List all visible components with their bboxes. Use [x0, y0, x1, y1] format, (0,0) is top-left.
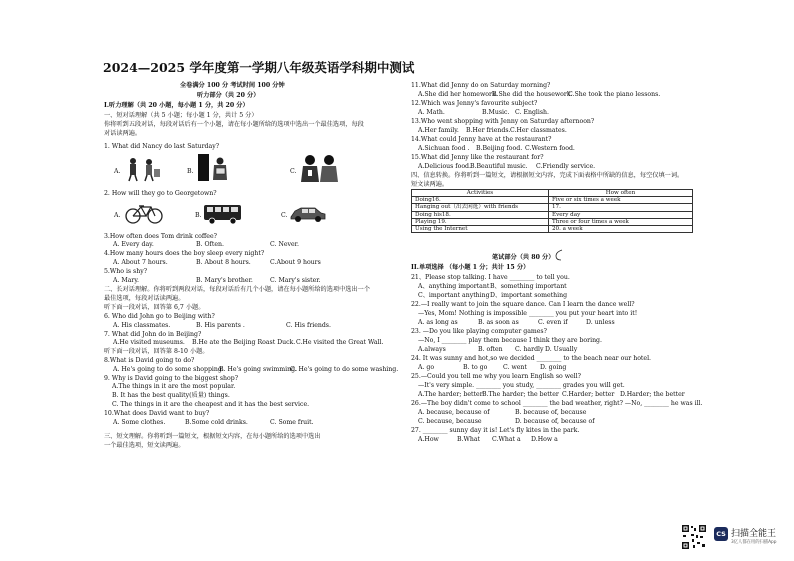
q9-option-c: C. The things in it are the cheapest and it has the best service.	[112, 401, 310, 408]
q12-option-b: B.Music.	[482, 109, 510, 116]
table-cell: 17.	[549, 204, 693, 211]
q12-option-a: A. Math.	[418, 109, 445, 116]
q4-option-b: B. About 8 hours.	[196, 259, 251, 266]
table-cell: Every day	[549, 211, 693, 218]
q21-option-b: B、something important	[490, 283, 567, 290]
q1-option-b: B.	[187, 168, 194, 175]
q10-option-b: B.Some cold drinks.	[185, 419, 248, 426]
question-3: 3.How often does Tom drink coffee?	[104, 233, 217, 240]
q27-option-c: C.What a	[492, 436, 521, 443]
q3-option-c: C. Never.	[270, 241, 299, 248]
question-22-reply: —Yes, Mom! Nothing is impossible ________ you put your heart into it!	[418, 310, 638, 317]
question-15: 15.What did Jenny like the restaurant for?	[411, 154, 544, 161]
question-1: 1. What did Nancy do last Saturday?	[104, 143, 220, 150]
table-header-activities: Activities	[412, 190, 549, 197]
section-1b-subheading: 听下面一段对话，回答第 6,7 小题。	[104, 304, 205, 311]
q6-option-b: B. His parents .	[196, 322, 245, 329]
question-26: 26.—The boy didn't come to school ________ the bad weather, right? —No, ________ he was ill.	[411, 400, 703, 407]
q23-option-d: D. Usually	[545, 346, 578, 353]
q22-option-d: D. unless	[586, 319, 615, 326]
q10-option-c: C. Some fruit.	[270, 419, 314, 426]
table-cell: Five or six times a week	[549, 197, 693, 204]
question-24: 24. It was sunny and hot,so we decided ________ to the beach near our hotel.	[411, 355, 652, 362]
q4-option-c: C.About 9 hours	[270, 259, 321, 266]
q23-option-b: B. often	[478, 346, 503, 353]
girls-group-icon	[298, 153, 342, 183]
table-cell: Three or four times a week	[549, 218, 693, 225]
q26-option-d: D. because of, because of	[515, 418, 595, 425]
table-cell: Doing16.	[412, 197, 549, 204]
question-23-reply: —No, I ________ play them because I think they are boring.	[418, 337, 602, 344]
q27-option-a: A.How	[418, 436, 439, 443]
q6-option-a: A. His classmates.	[113, 322, 171, 329]
q15-option-a: A.Delicious food.	[418, 163, 471, 170]
q24-option-c: C. went	[503, 364, 527, 371]
question-12: 12.Which was Jenny's favourite subject?	[411, 100, 538, 107]
q14-option-a: A.Sichuan food .	[418, 145, 470, 152]
reading-book-icon	[196, 153, 232, 183]
q10-option-a: A. Some clothes.	[113, 419, 166, 426]
section-4-heading: 四、信息转换。你将听到一篇短文，请根据短文内容，完成下面表格中所缺的信息，每空仅填一词。	[411, 172, 684, 179]
section-1-heading: I.听力理解（共 20 小题，每小题 1 分，共 20 分）	[104, 102, 249, 109]
table-cell: Doing his18.	[412, 211, 549, 218]
q5-option-a: A. Mary.	[113, 277, 140, 284]
listening-part-heading: 听力部分（共 20 分）	[197, 92, 260, 99]
question-2: 2. How will they go to Georgetown?	[104, 190, 217, 197]
q8-option-a: A. He's going to do some shopping.	[113, 366, 224, 373]
q7-option-c: C.He visited the Great Wall.	[296, 339, 384, 346]
q2-option-a: A.	[114, 212, 121, 219]
question-9: 9. Why is David going to the biggest shop?	[104, 375, 239, 382]
q1-option-a: A.	[114, 168, 121, 175]
info-table	[411, 189, 693, 233]
q7-option-b: B.He ate the Beijing Roast Duck.	[192, 339, 296, 346]
question-21: 21、Please stop talking. I have ________ to tell you.	[411, 274, 570, 281]
section-1b-subheading-2: 听下面一段对话，回答第 8-10 小题。	[104, 348, 209, 355]
q23-option-a: A.always	[418, 346, 446, 353]
question-27: 27. ________ sunny day it is! Let's fly kites in the park.	[411, 427, 580, 434]
car-icon	[289, 204, 327, 224]
q14-option-b: B.Beijing food.	[476, 145, 523, 152]
q2-option-b: B.	[195, 212, 202, 219]
question-10: 10.What does David want to buy?	[104, 410, 210, 417]
section-1a-heading: 一、短对话理解（共 5 小题；每小题 1 分，共计 5 分）	[104, 112, 258, 119]
question-4: 4.How many hours does the boy sleep every night?	[104, 250, 265, 257]
q13-option-c: C.Her classmates.	[510, 127, 567, 134]
q26-option-c: C. because, because	[418, 418, 482, 425]
table-cell: Playing 19.	[412, 218, 549, 225]
bus-icon	[203, 203, 243, 225]
people-walking-icon	[124, 156, 162, 182]
bicycle-icon	[124, 203, 164, 225]
question-13: 13.Who went shopping with Jenny on Saturday afternoon?	[411, 118, 595, 125]
q25-option-b: B.The harder; the better	[482, 391, 559, 398]
q11-option-a: A.She did her homework.	[418, 91, 498, 98]
table-row	[412, 204, 693, 211]
q22-option-a: A. as long as	[418, 319, 458, 326]
q21-option-c: C、important anything	[418, 292, 490, 299]
question-23: 23. —Do you like playing computer games?	[411, 328, 547, 335]
written-part-heading: 笔试部分（共 80 分）	[492, 254, 555, 261]
scanner-app-name: 扫描全能王	[731, 529, 777, 539]
q7-option-a: A.He visited museums.	[113, 339, 185, 346]
q21-option-a: A、anything important	[418, 283, 490, 290]
exam-meta: 全卷满分 100 分 考试时间 100 分钟	[180, 82, 285, 89]
q25-option-a: A.The harder; better	[418, 391, 483, 398]
table-header-how-often: How often	[549, 190, 693, 197]
q3-option-a: A. Every day.	[113, 241, 154, 248]
q22-option-c: C. even if	[538, 319, 568, 326]
section-4-heading-2: 短文读两遍。	[411, 181, 449, 188]
qr-code-icon	[681, 524, 707, 550]
section-2-heading: II.单项选择 （每小题 1 分；共计 15 分）	[411, 264, 530, 271]
q14-option-c: C.Western food.	[525, 145, 575, 152]
q9-option-a: A.The things in it are the most popular.	[112, 383, 236, 390]
q13-option-b: B.Her friends.	[466, 127, 511, 134]
q8-option-c: C. He's going to do some washing.	[290, 366, 399, 373]
q23-option-c: C. hardly	[515, 346, 544, 353]
q11-option-c: C.She took the piano lessons.	[568, 91, 661, 98]
q26-option-a: A. because, because of	[418, 409, 490, 416]
q25-option-d: D.Harder; the better	[620, 391, 685, 398]
question-11: 11.What did Jenny do on Saturday morning?	[411, 82, 551, 89]
q25-option-c: C.Harder; better	[562, 391, 615, 398]
q24-option-b: B. to go	[463, 364, 488, 371]
q8-option-b: B. He's going swimming.	[219, 366, 298, 373]
table-row	[412, 218, 693, 225]
question-22: 22.—I really want to join the square dance. Can I learn the dance well?	[411, 301, 635, 308]
table-row	[412, 226, 693, 233]
q6-option-c: C. His friends.	[286, 322, 331, 329]
section-1a-instruction: 你将听到五段对话，每段对话后有一个小题，请在每小题所给的选项中选出一个最佳选项，每段	[104, 121, 364, 128]
q15-option-c: C.Friendly service.	[536, 163, 596, 170]
q24-option-a: A. go	[418, 364, 435, 371]
q4-option-a: A. About 7 hours.	[113, 259, 168, 266]
question-5: 5.Who is shy?	[104, 268, 148, 275]
question-6: 6. Who did John go to Beijing with?	[104, 313, 215, 320]
q15-option-b: B.Beautiful music.	[470, 163, 528, 170]
q2-option-c: C.	[281, 212, 288, 219]
q22-option-b: B. as soon as	[478, 319, 519, 326]
q21-option-d: D、important something	[490, 292, 568, 299]
section-1c-heading-2: 一个最佳选项，短文读两遍。	[104, 442, 185, 449]
table-cell: 20. a week	[549, 226, 693, 233]
table-row	[412, 197, 693, 204]
q26-option-b: B. because of, because	[515, 409, 587, 416]
scanner-app-tagline: 3亿人都在用的扫描App	[731, 540, 777, 545]
question-25: 25.—Could you tell me why you learn English so well?	[411, 373, 581, 380]
section-1a-instruction-2: 对话读两遍。	[104, 130, 142, 137]
table-cell: Hanging out（出去闲逛）with friends	[412, 204, 549, 211]
q1-option-c: C.	[290, 168, 297, 175]
q27-option-d: D.How a	[531, 436, 558, 443]
q5-option-c: C. Mary's sister.	[270, 277, 321, 284]
question-25-reply: —It's very simple. ________ you study, ________ grades you will get.	[418, 382, 625, 389]
q5-option-b: B. Mary's brother.	[196, 277, 253, 284]
table-row	[412, 211, 693, 218]
scanner-app-logo: CS	[714, 527, 728, 541]
question-7: 7. What did John do in Beijing?	[104, 331, 202, 338]
pen-mark-icon	[553, 248, 565, 262]
q24-option-d: D. going	[540, 364, 567, 371]
q11-option-b: B.She did the housework.	[492, 91, 573, 98]
q13-option-a: A.Her family.	[418, 127, 459, 134]
section-1c-heading: 三、短文理解。你将听到一篇短文，根据短文内容，在每小题所给的选项中选出	[104, 433, 321, 440]
q9-option-b: B. It has the best quality(质量) things.	[112, 392, 230, 399]
section-1b-heading-2: 最佳选项，每段对话读两遍。	[104, 295, 185, 302]
question-14: 14.What could Jenny have at the restaurant?	[411, 136, 552, 143]
table-header-row	[412, 190, 693, 197]
table-cell: Using the Internet	[412, 226, 549, 233]
q3-option-b: B. Often.	[196, 241, 224, 248]
q12-option-c: C. English.	[515, 109, 549, 116]
section-1b-heading: 二、长对话理解。你将听到两段对话，每段对话后有几个小题，请在每小题所给的选项中选出一个	[104, 286, 371, 293]
question-8: 8.What is David going to do?	[104, 357, 195, 364]
exam-title: 2024—2025 学年度第一学期八年级英语学科期中测试	[103, 60, 415, 75]
q27-option-b: B.What	[457, 436, 481, 443]
